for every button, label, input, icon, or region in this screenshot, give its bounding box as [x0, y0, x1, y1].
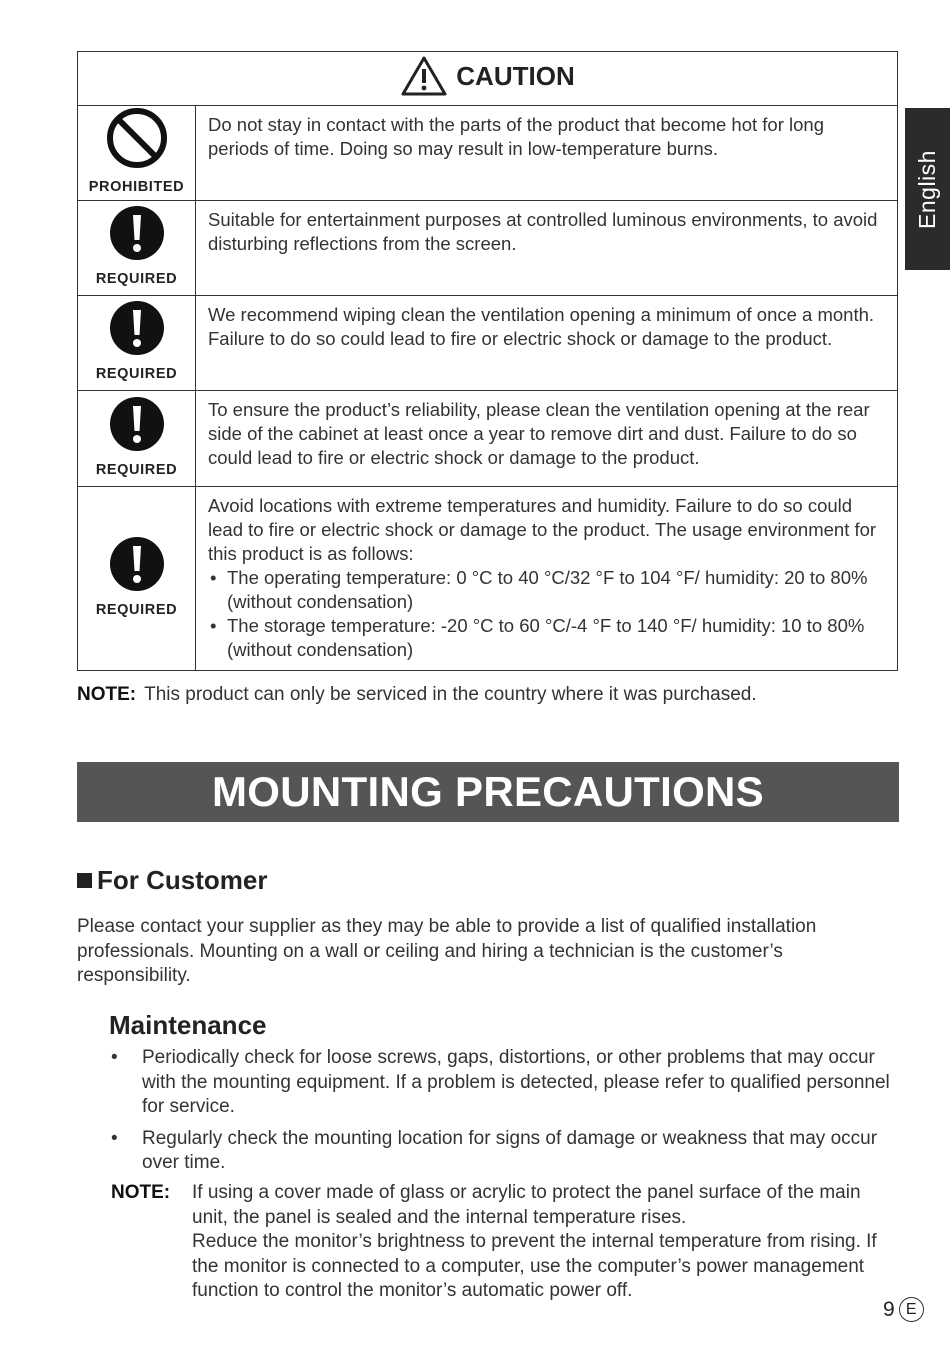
list-item: • Regularly check the mounting location for signs of damage or weakness that may occur over time.	[109, 1127, 894, 1176]
caution-header	[78, 52, 898, 106]
language-tab-label: English	[914, 149, 940, 229]
note-label: NOTE:	[111, 1182, 171, 1203]
caution-icon-label: PROHIBITED	[88, 179, 185, 195]
caution-text-cell	[196, 487, 898, 671]
language-tab	[905, 108, 950, 270]
caution-text: We recommend wiping clean the ventilation opening a minimum of once a month. Failure to do so could lead to fire or electric shock or damage to the product.	[196, 296, 898, 391]
caution-text: Avoid locations with extreme temperatures and humidity. Failure to do so could lead to fire or electric shock or damage to the product. The usage environment for this product is as follows:	[208, 495, 877, 564]
required-icon	[109, 396, 165, 452]
service-note	[77, 684, 757, 706]
note-label: NOTE:	[77, 684, 137, 705]
maintenance-list	[109, 1046, 894, 1183]
required-icon	[109, 300, 165, 356]
note-line: Reduce the monitor’s brightness to prevent the internal temperature from rising. If the monitor is connected to a computer, use the computer’s power management function to control the monitor’s automatic power off.	[192, 1231, 877, 1301]
list-item: • Periodically check for loose screws, gaps, distortions, or other problems that may occur with the mounting equipment. If a problem is detected, please refer to qualified personnel for service.	[109, 1046, 894, 1120]
note-line: If using a cover made of glass or acrylic to protect the panel surface of the main unit, the panel is sealed and the internal temperature rises.	[192, 1182, 861, 1228]
note-body	[192, 1181, 891, 1304]
caution-icon-cell	[78, 106, 196, 201]
caution-icon-label: REQUIRED	[95, 461, 178, 478]
caution-icon-cell	[78, 296, 196, 391]
page-number-value: 9	[883, 1297, 895, 1321]
subheading-text: For Customer	[97, 865, 268, 895]
list-item: • The storage temperature: -20 °C to 60 °C/-4 °F to 140 °F/ humidity: 10 to 80% (without condensation)	[208, 614, 885, 662]
prohibited-icon	[106, 107, 168, 169]
caution-text: To ensure the product’s reliability, please clean the ventilation opening at the rear side of the cabinet at least once a year to remove dirt and dust. Failure to do so could lead to fire or electric shock or damage to the product.	[196, 391, 898, 487]
section-banner	[77, 762, 899, 822]
caution-icon-cell	[78, 487, 196, 671]
subheading-for-customer	[77, 865, 267, 896]
caution-icon-cell	[78, 201, 196, 296]
caution-text: Do not stay in contact with the parts of the product that become hot for long periods of time. Doing so may result in low-temperature burns.	[196, 106, 898, 201]
note-text: This product can only be serviced in the country where it was purchased.	[144, 684, 757, 705]
page-number	[883, 1297, 924, 1322]
list-item: • The operating temperature: 0 °C to 40 °C/32 °F to 104 °F/ humidity: 20 to 80% (without condensation)	[208, 566, 885, 614]
caution-table	[77, 51, 898, 671]
subheading-maintenance: Maintenance	[109, 1010, 267, 1040]
caution-icon-label: REQUIRED	[95, 601, 178, 618]
required-icon	[109, 205, 165, 261]
square-bullet-icon	[77, 873, 92, 888]
caution-icon-label: REQUIRED	[95, 271, 178, 287]
section-title: MOUNTING PRECAUTIONS	[212, 768, 764, 815]
language-mark: E	[899, 1297, 924, 1322]
condition-list	[208, 566, 885, 662]
caution-text: Suitable for entertainment purposes at controlled luminous environments, to avoid disturbing reflections from the screen.	[196, 201, 898, 296]
caution-title: CAUTION	[456, 60, 575, 91]
caution-icon-label: REQUIRED	[95, 366, 178, 382]
warning-triangle-icon	[400, 55, 448, 97]
required-icon	[109, 536, 165, 592]
caution-icon-cell	[78, 391, 196, 487]
customer-paragraph: Please contact your supplier as they may be able to provide a list of qualified installation professionals. Mounting on a wall or ceiling and hiring a technician is the customer’s responsibility.	[77, 916, 817, 986]
maintenance-note	[111, 1181, 891, 1304]
